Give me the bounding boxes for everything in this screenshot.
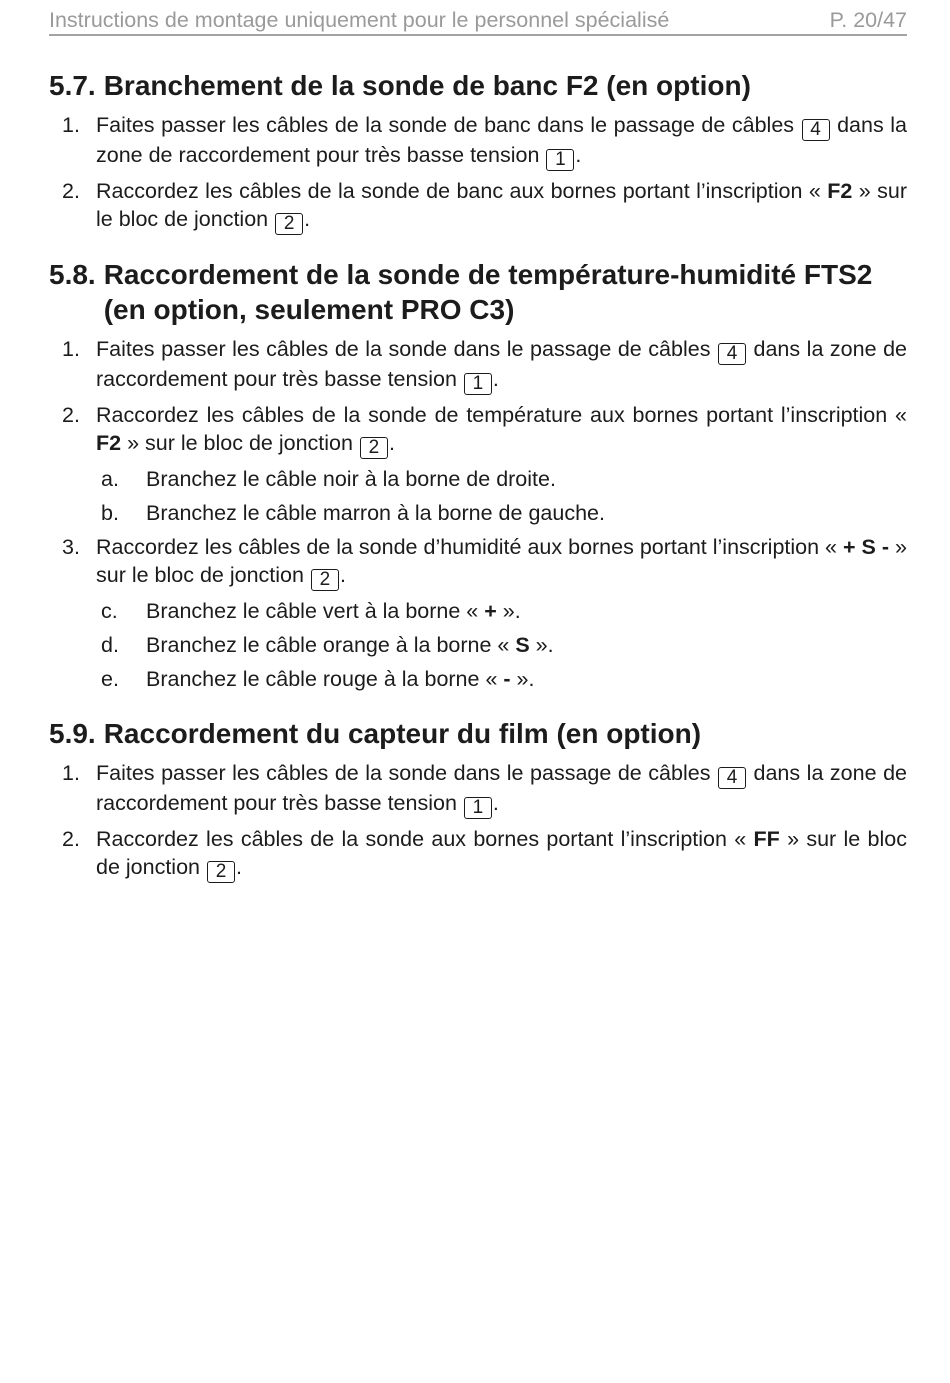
list-item [49, 401, 907, 459]
reference-marker: 4 [718, 343, 746, 365]
step-number: 1. [62, 113, 80, 137]
sub-list-item [49, 499, 907, 527]
section-number: 5.9. [49, 718, 96, 749]
terminal-label: F2 [96, 431, 122, 455]
sub-list-item [49, 665, 907, 693]
sub-step-text: Branchez le câble noir à la borne de droite. [146, 467, 556, 491]
step-list [49, 111, 907, 235]
step-list [49, 335, 907, 693]
sub-step-letter: d. [101, 633, 119, 657]
reference-marker: 1 [464, 797, 492, 819]
list-item [49, 825, 907, 883]
reference-marker: 1 [546, 149, 574, 171]
step-number: 2. [62, 403, 80, 427]
reference-marker: 2 [360, 437, 388, 459]
section-title: Raccordement du capteur du film (en option) [103, 718, 702, 749]
step-text: Faites passer les câbles de la sonde dans le passage de câbles 4 dans la zone de raccordement pour très basse tension 1 . [96, 761, 907, 818]
header-title: Instructions de montage uniquement pour le personnel spécialisé [49, 8, 670, 32]
step-number: 1. [62, 761, 80, 785]
sub-step-letter: e. [101, 667, 119, 691]
page-number: P. 20/47 [829, 8, 907, 32]
list-item [49, 177, 907, 235]
terminal-label: F2 [827, 179, 853, 203]
sub-step-text: Branchez le câble rouge à la borne « - ». [146, 667, 535, 691]
step-text: Raccordez les câbles de la sonde de température aux bornes portant l’inscription « F2 » sur le bloc de jonction 2 . [96, 403, 907, 458]
sub-step-text: Branchez le câble vert à la borne « + ». [146, 599, 521, 623]
section-number: 5.8. [49, 259, 96, 290]
sub-list-item [49, 465, 907, 493]
section-heading [49, 68, 907, 103]
terminal-label: + S - [843, 535, 890, 559]
step-list [49, 759, 907, 883]
reference-marker: 2 [207, 861, 235, 883]
list-item [49, 335, 907, 395]
terminal-label: FF [753, 827, 780, 851]
section-heading [49, 716, 907, 751]
sub-step-letter: a. [101, 467, 119, 491]
sub-list-item [49, 631, 907, 659]
step-text: Raccordez les câbles de la sonde de banc aux bornes portant l’inscription « F2 » sur le bloc de jonction 2 . [96, 179, 907, 234]
sub-list-item [49, 597, 907, 625]
list-item [49, 111, 907, 171]
terminal-label: S [515, 633, 530, 657]
reference-marker: 4 [802, 119, 830, 141]
terminal-label: + [484, 599, 497, 623]
reference-marker: 1 [464, 373, 492, 395]
page-header [49, 0, 907, 36]
sub-step-letter: c. [101, 599, 118, 623]
list-item [49, 533, 907, 591]
section-5-7 [49, 68, 907, 235]
section-title: Branchement de la sonde de banc F2 (en option) [103, 70, 751, 101]
terminal-label: - [503, 667, 511, 691]
document-page [49, 0, 907, 883]
section-heading [49, 257, 907, 327]
step-text: Faites passer les câbles de la sonde de banc dans le passage de câbles 4 dans la zone de raccordement pour très basse tension 1 . [96, 113, 907, 170]
section-5-8 [49, 257, 907, 693]
section-number: 5.7. [49, 70, 96, 101]
sub-step-text: Branchez le câble orange à la borne « S ». [146, 633, 554, 657]
section-title: Raccordement de la sonde de température-humidité FTS2 (en option, seulement PRO C3) [103, 259, 873, 325]
step-number: 1. [62, 337, 80, 361]
step-number: 2. [62, 827, 80, 851]
step-text: Faites passer les câbles de la sonde dans le passage de câbles 4 dans la zone de raccordement pour très basse tension 1 . [96, 337, 907, 394]
reference-marker: 2 [275, 213, 303, 235]
step-number: 2. [62, 179, 80, 203]
sub-step-text: Branchez le câble marron à la borne de gauche. [146, 501, 605, 525]
step-text: Raccordez les câbles de la sonde aux bornes portant l’inscription « FF » sur le bloc de jonction 2 . [96, 827, 907, 882]
reference-marker: 4 [718, 767, 746, 789]
section-5-9 [49, 716, 907, 883]
list-item [49, 759, 907, 819]
sub-step-letter: b. [101, 501, 119, 525]
reference-marker: 2 [311, 569, 339, 591]
step-number: 3. [62, 535, 80, 559]
step-text: Raccordez les câbles de la sonde d’humidité aux bornes portant l’inscription « + S - » sur le bloc de jonction 2 . [96, 535, 907, 590]
